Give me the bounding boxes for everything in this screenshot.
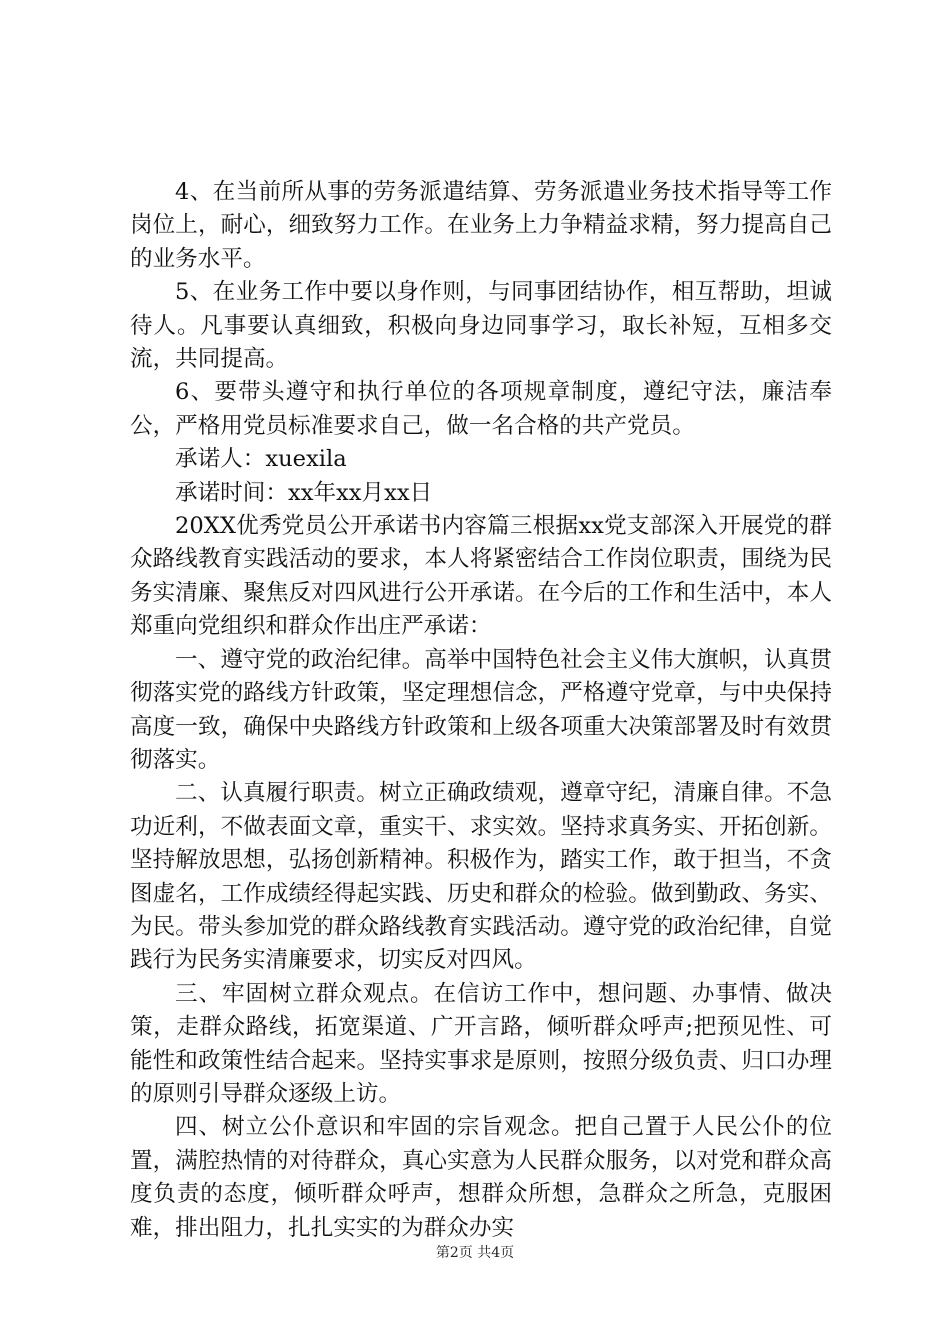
promiser-line: 承诺人：xuexila	[175, 446, 347, 473]
paragraph-item-6: 6、要带头遵守和执行单位的各项规章制度，遵纪守法，廉洁奉公，严格用党员标准要求自己，做一名合格的共产党员。	[130, 379, 832, 439]
paragraph-point-one: 一、遵守党的政治纪律。高举中国特色社会主义伟大旗帜，认真贯彻落实党的路线方针政策，坚定理想信念，严格遵守党章，与中央保持高度一致，确保中央路线方针政策和上级各项重大决策部署及时有效贯彻落实。	[130, 646, 832, 773]
paragraph-item-4: 4、在当前所从事的劳务派遣结算、劳务派遣业务技术指导等工作岗位上，耐心，细致努力工作。在业务上力争精益求精，努力提高自己的业务水平。	[130, 179, 832, 272]
paragraph-point-two: 二、认真履行职责。树立正确政绩观，遵章守纪，清廉自律。不急功近利，不做表面文章，重实干、求实效。坚持求真务实、开拓创新。坚持解放思想，弘扬创新精神。积极作为，踏实工作，敢于担当，不贪图虚名，工作成绩经得起实践、历史和群众的检验。做到勤政、务实、为民。带头参加党的群众路线教育实践活动。遵守党的政治纪律，自觉践行为民务实清廉要求，切实反对四风。	[130, 780, 832, 974]
page-footer: 第2页 共4页	[435, 1245, 515, 1261]
document-body	[130, 176, 832, 1245]
paragraph-point-four: 四、树立公仆意识和牢固的宗旨观念。把自己置于人民公仆的位置，满腔热情的对待群众，真心实意为人民群众服务，以对党和群众高度负责的态度，倾听群众呼声，想群众所想，急群众之所急，克服困难，排出阻力，扎扎实实的为群众办实	[130, 1114, 832, 1241]
paragraph-section-three-intro: 20XX优秀党员公开承诺书内容篇三根据xx党支部深入开展党的群众路线教育实践活动的要求，本人将紧密结合工作岗位职责，围绕为民务实清廉、聚焦反对四风进行公开承诺。在今后的工作和生活中，本人郑重向党组织和群众作出庄严承诺：	[130, 513, 832, 640]
paragraph-item-5: 5、在业务工作中要以身作则，与同事团结协作，相互帮助，坦诚待人。凡事要认真细致，积极向身边同事学习，取长补短，互相多交流，共同提高。	[130, 279, 832, 373]
promise-date-line: 承诺时间：xx年xx月xx日	[175, 479, 433, 506]
paragraph-point-three: 三、牢固树立群众观点。在信访工作中，想问题、办事情、做决策，走群众路线，拓宽渠道、广开言路，倾听群众呼声;把预见性、可能性和政策性结合起来。坚持实事求是原则，按照分级负责、归口办理的原则引导群众逐级上访。	[130, 980, 832, 1107]
